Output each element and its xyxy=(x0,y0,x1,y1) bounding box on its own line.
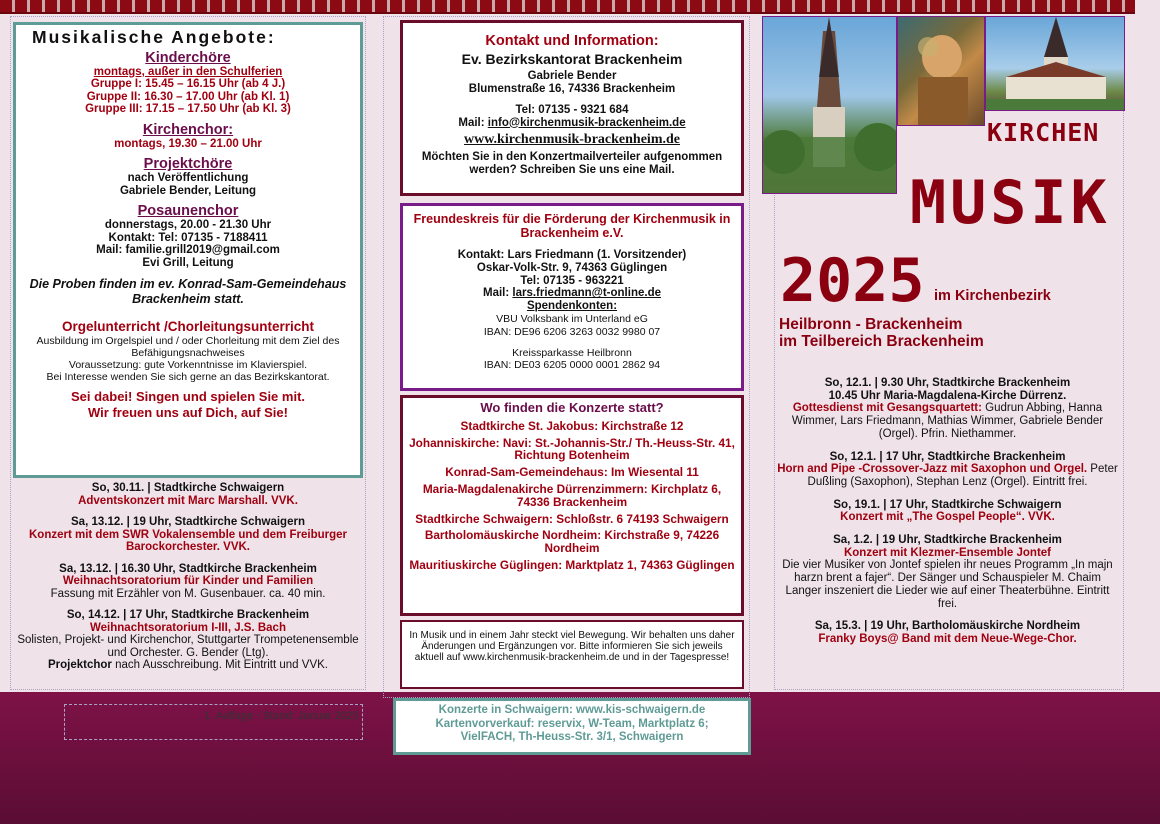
venue-item: Bartholomäuskirche Nordheim: Kirchstraße 9, 74226 Nordheim xyxy=(424,528,720,556)
posaunenchor-time: donnerstags, 20.00 - 21.30 Uhr xyxy=(104,219,272,231)
event-text-tail xyxy=(13,659,363,672)
cover-musik: MUSIK xyxy=(910,168,1111,238)
kirchenchor-title: Kirchenchor: xyxy=(142,121,234,138)
venue-item: Konrad-Sam-Gemeindehaus: Im Wiesental 11 xyxy=(445,465,699,480)
kinderchoere-group-3: Gruppe III: 17.15 – 17.50 Uhr (ab Kl. 3) xyxy=(85,103,291,115)
event-title: Franky Boys@ Band mit dem Neue-Wege-Chor. xyxy=(818,632,1077,645)
orgel-section xyxy=(22,319,354,383)
church-tower-illustration xyxy=(763,17,897,194)
contact-title: Kontakt und Information: xyxy=(485,33,659,49)
kinderchoere-group-2: Gruppe II: 16.30 – 17.00 Uhr (ab Kl. 1) xyxy=(86,90,290,103)
kinderchoere-note: montags, außer in den Schulferien xyxy=(93,65,283,78)
cover-region-2: im Teilbereich Brackenheim xyxy=(779,333,984,350)
event-title: Gottesdienst mit Gesangsquartett: xyxy=(792,402,982,415)
event-item xyxy=(775,620,1120,645)
event-item xyxy=(13,482,363,507)
church-building-illustration xyxy=(986,17,1125,111)
event-item xyxy=(13,609,363,672)
schwaigern-line-1[interactable]: Konzerte in Schwaigern: www.kis-schwaigern.de xyxy=(438,704,706,716)
orgel-text-2: Voraussetzung: gute Vorkenntnisse im Klavierspiel. xyxy=(68,359,308,371)
event-text: Die vier Musiker von Jontef spielen ihr neues Programm „In majn harzn brent a fajer“. Der Sänger und Schauspieler M. Chaim Langer inszeniert die Lieder wie auf einer Theaterbühne. Eintritt frei. xyxy=(782,559,1113,610)
posaunenchor-lead: Evi Grill, Leitung xyxy=(142,256,234,269)
event-title: Weihnachtsoratorium I-III, J.S. Bach xyxy=(90,621,286,634)
contact-name: Gabriele Bender xyxy=(527,70,617,82)
cta-line-2: Wir freuen uns auf Dich, auf Sie! xyxy=(88,405,288,420)
posaunenchor-title: Posaunenchor xyxy=(137,203,239,219)
event-title: Horn and Pipe -Crossover-Jazz mit Saxophon und Orgel. xyxy=(777,463,1088,476)
event-body xyxy=(775,463,1120,488)
schwaigern-line-2: Kartenvorverkauf: reservix, W-Team, Marktplatz 6; xyxy=(435,717,709,730)
venues-box xyxy=(400,395,744,616)
event-item xyxy=(775,451,1120,489)
kirchenchor-section xyxy=(22,122,354,151)
event-tail: nach Ausschreibung. Mit Eintritt und VVK. xyxy=(111,659,328,671)
kinderchoere-title: Kinderchöre xyxy=(145,49,231,66)
event-head: Sa, 13.12. | 16.30 Uhr, Stadtkirche Brackenheim xyxy=(59,562,317,575)
event-head: Sa, 1.2. | 19 Uhr, Stadtkirche Brackenheim xyxy=(833,534,1062,547)
venue-item: Mauritiuskirche Güglingen: Marktplatz 1, 74363 Güglingen xyxy=(409,557,735,572)
friends-bank-1: VBU Volksbank im Unterland eG xyxy=(496,312,648,325)
friends-contact: Kontakt: Lars Friedmann (1. Vorsitzender) xyxy=(457,249,687,261)
event-bold-prefix: Projektchor xyxy=(48,659,112,671)
contact-org: Ev. Bezirkskantorat Brackenheim xyxy=(461,51,683,67)
venue-item: Johanniskirche: Navi: St.-Johannis-Str./ Th.-Heuss-Str. 41, Richtung Botenheim xyxy=(409,435,735,463)
schwaigern-line-3: VielFACH, Th-Heuss-Str. 3/1, Schwaigern xyxy=(460,731,684,743)
top-stripe-border xyxy=(0,0,1135,14)
venue-item: Maria-Magdalenakirche Dürrenzimmern: Kirchplatz 6, 74336 Brackenheim xyxy=(422,481,722,509)
contact-mail-line xyxy=(409,117,735,130)
posaunenchor-section xyxy=(22,203,354,269)
right-events-list xyxy=(775,377,1120,689)
venue-item: Stadtkirche Schwaigern: Schloßstr. 6 74193 Schwaigern xyxy=(415,511,729,526)
event-item xyxy=(775,377,1120,441)
friends-tel: Tel: 07135 - 963221 xyxy=(520,274,624,287)
offerings-title: Musikalische Angebote: xyxy=(32,27,276,47)
friends-address: Oskar-Volk-Str. 9, 74363 Güglingen xyxy=(476,261,668,274)
church-photo-2 xyxy=(985,16,1125,111)
orgel-title: Orgelunterricht /Chorleitungsunterricht xyxy=(61,319,315,334)
friends-iban-2: IBAN: DE03 6205 0000 0001 2862 94 xyxy=(483,359,661,372)
contact-box xyxy=(400,20,744,196)
kinderchoere-section xyxy=(22,50,354,116)
contact-address: Blumenstraße 16, 74336 Brackenheim xyxy=(468,82,676,95)
proben-note: Die Proben finden im ev. Konrad-Sam-Gemeindehaus Brackenheim statt. xyxy=(29,277,347,306)
painted-figure-illustration xyxy=(898,17,985,126)
orgel-text-3: Bei Interesse wenden Sie sich gerne an das Bezirkskantorat. xyxy=(46,371,330,383)
event-item xyxy=(13,563,363,601)
projektchoere-line2: Gabriele Bender, Leitung xyxy=(119,184,257,197)
kirchenchor-time: montags, 19.30 – 21.00 Uhr xyxy=(114,137,262,150)
church-artwork-photo xyxy=(897,16,985,126)
cover-region xyxy=(779,316,984,350)
event-head: So, 19.1. | 17 Uhr, Stadtkirche Schwaigern xyxy=(833,498,1062,511)
event-title: Konzert mit dem SWR Vokalensemble und dem Freiburger Barockorchester. VVK. xyxy=(28,528,347,553)
event-text: Fassung mit Erzähler von M. Gusenbauer. ca. 40 min. xyxy=(50,587,326,600)
event-item xyxy=(775,499,1120,524)
venues-title: Wo finden die Konzerte statt? xyxy=(480,400,664,415)
friends-association-box xyxy=(400,203,744,391)
contact-mail-link[interactable]: info@kirchenmusik-brackenheim.de xyxy=(487,116,686,129)
friends-spenden-title: Spendenkonten: xyxy=(526,300,618,313)
contact-web-link[interactable]: www.kirchenmusik-brackenheim.de xyxy=(464,132,680,147)
event-head: So, 12.1. | 9.30 Uhr, Stadtkirche Brackenheim xyxy=(824,377,1071,389)
posaunenchor-contact: Kontakt: Tel: 07135 - 7188411 xyxy=(108,231,268,244)
friends-title: Freundeskreis für die Förderung der Kirchenmusik in Brackenheim e.V. xyxy=(413,212,731,240)
projektchoere-line1: nach Veröffentlichung xyxy=(127,172,249,184)
kinderchoere-group-1: Gruppe I: 15.45 – 16.15 Uhr (ab 4 J.) xyxy=(90,78,286,90)
church-photo-1 xyxy=(762,16,897,194)
cover-kirchen: KIRCHEN xyxy=(987,118,1100,147)
friends-mail-line xyxy=(409,287,735,300)
event-head-2: 10.45 Uhr Maria-Magdalena-Kirche Dürrenz. xyxy=(828,389,1067,402)
cover-region-1: Heilbronn - Brackenheim xyxy=(779,316,963,333)
contact-tel: Tel: 07135 - 9321 684 xyxy=(515,104,629,116)
contact-mail-label: Mail: xyxy=(458,116,488,129)
edition-note: 1. Auflage - Stand: Januar 2025 xyxy=(64,704,363,740)
event-head: So, 30.11. | Stadtkirche Schwaigern xyxy=(91,482,285,494)
posaunenchor-mail[interactable]: Mail: familie.grill2019@gmail.com xyxy=(96,244,280,256)
event-title: Konzert mit „The Gospel People“. VVK. xyxy=(840,511,1055,524)
friends-iban-1: IBAN: DE96 6206 3263 0032 9980 07 xyxy=(483,325,661,338)
change-notice-box: In Musik und in einem Jahr steckt viel Bewegung. Wir behalten uns daher Änderungen und Ergänzungen vor. Bitte informieren Sie sich jeweils aktuell auf www.kirchenmusik-brackenheim.de und in der Tagespresse! xyxy=(400,620,744,689)
cta-line-1: Sei dabei! Singen und spielen Sie mit. xyxy=(70,389,306,404)
event-text: Solisten, Projekt- und Kirchenchor, Stuttgarter Trompetenensemble und Orchester. G. Bender (Ltg). xyxy=(17,634,359,659)
event-item xyxy=(775,534,1120,610)
friends-bank-2: Kreissparkasse Heilbronn xyxy=(512,346,632,359)
musical-offerings-box xyxy=(13,22,363,478)
schwaigern-box xyxy=(393,698,751,755)
cover-year: 2025 xyxy=(780,246,925,316)
venue-item: Stadtkirche St. Jakobus: Kirchstraße 12 xyxy=(460,418,684,433)
event-head: So, 12.1. | 17 Uhr, Stadtkirche Brackenheim xyxy=(829,450,1066,463)
event-text: Gudrun Abbing, Hanna Wimmer, Lars Friedmann, Mathias Wimmer, Gabriele Bender (Orgel). Pfrin. Niethammer. xyxy=(791,402,1104,440)
event-item xyxy=(13,516,363,554)
event-text: Peter Dußling (Saxophon), Stephan Lenz (Orgel). Eintritt frei. xyxy=(807,463,1118,488)
left-events-list xyxy=(13,482,363,687)
event-head: So, 14.12. | 17 Uhr, Stadtkirche Brackenheim xyxy=(66,609,310,621)
projektchoere-title: Projektchöre xyxy=(143,156,233,172)
friends-mail-label: Mail: xyxy=(483,287,513,300)
event-head: Sa, 13.12. | 19 Uhr, Stadtkirche Schwaigern xyxy=(71,516,305,528)
event-title: Weihnachtsoratorium für Kinder und Familien xyxy=(62,575,314,587)
contact-verteiler: Möchten Sie in den Konzertmailverteiler aufgenommen werden? Schreiben Sie uns eine Mail. xyxy=(421,151,723,176)
event-body xyxy=(775,402,1120,440)
orgel-text-1: Ausbildung im Orgelspiel und / oder Chorleitung mit dem Ziel des Befähigungsnachweises xyxy=(36,335,340,359)
event-title: Adventskonzert mit Marc Marshall. VVK. xyxy=(78,494,298,507)
event-head: Sa, 15.3. | 19 Uhr, Bartholomäuskirche Nordheim xyxy=(814,620,1081,633)
projektchoere-section xyxy=(22,156,354,197)
event-title: Konzert mit Klezmer-Ensemble Jontef xyxy=(843,546,1052,559)
friends-mail-link[interactable]: lars.friedmann@t-online.de xyxy=(512,287,661,300)
cover-year-sub: im Kirchenbezirk xyxy=(934,288,1051,304)
